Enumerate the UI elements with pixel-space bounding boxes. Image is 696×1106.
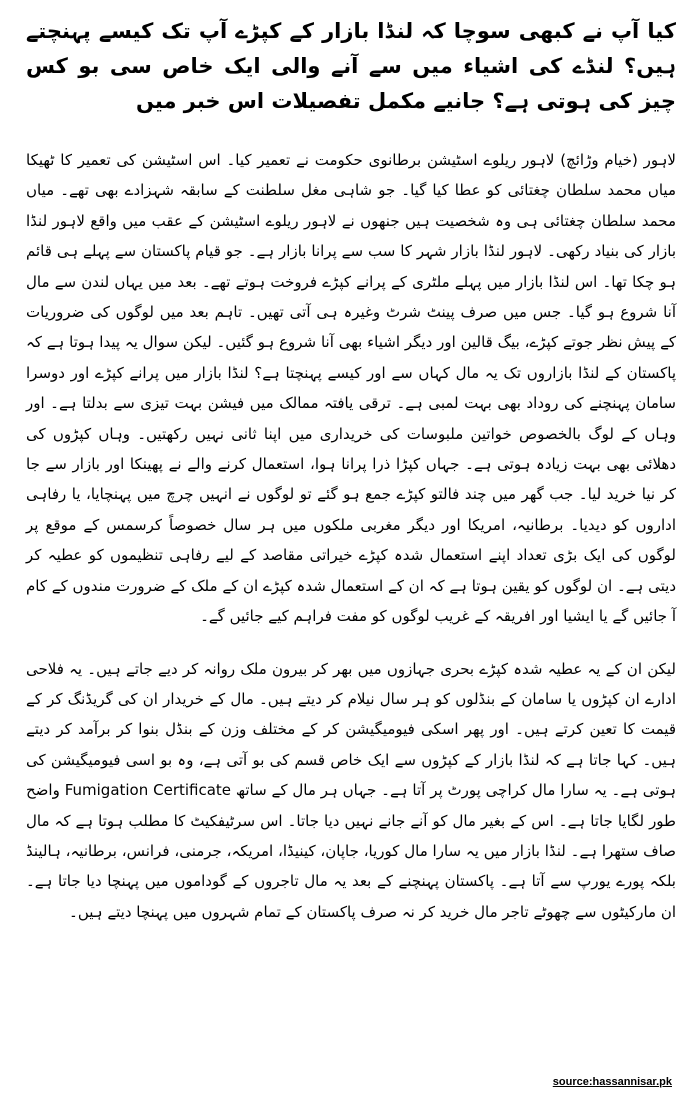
article-paragraph-2: لیکن ان کے یہ عطیہ شدہ کپڑے بحری جہازوں میں بھر کر بیرون ملک روانہ کر دیے جاتے ہیں۔ یہ فلاحی ادارے ان کپڑوں یا سامان کے بنڈلوں کو ہر سال نیلام کر دیتے ہیں۔ مال کے خریدار ان کی گریڈنگ کر کے قیمت کا تعین کرتے ہیں۔ اور پھر اسکی فیومیگیشن کر کے مختلف وزن کے بنڈل بنوا کر برآمد کر دیتے ہیں۔ کہا جاتا ہے کہ لنڈا بازار کے کپڑوں سے ایک خاص قسم کی بو آتی ہے، وہ بو اسی فیومیگیشن کی ہوتی ہے۔ یہ سارا مال کراچی پورٹ پر آتا ہے۔ جہاں ہر مال کے ساتھ Fumigation Certificate واضح طور لگایا جاتا ہے۔ اس کے بغیر مال کو آنے جانے نہیں دیا جاتا۔ اس سرٹیفکیٹ کا مطلب ہوتا ہے کہ مال صاف ستھرا ہے۔ لنڈا بازار میں یہ سارا مال کوریا، جاپان، کینیڈا، امریکہ، جرمنی، فرانس، برطانیہ، ہالینڈ بلکہ پورے یورپ سے آتا ہے۔ پاکستان پہنچنے کے بعد یہ مال تاجروں کے گوداموں میں پہنچا دیا جاتا ہے۔ ان مارکیٹوں سے چھوٹے تاجر مال خرید کر نہ صرف پاکستان کے تمام شہروں میں پہنچا دیتے ہیں۔: [26, 659, 677, 921]
article-headline: کیا آپ نے کبھی سوچا کہ لنڈا بازار کے کپڑے آپ تک کیسے پہنچتے ہیں؟ لنڈے کی اشیاء میں سے آنے والی ایک خاص سی بو کس چیز کی ہوتی ہے؟ جانیے مکمل تفصیلات اس خبر میں: [26, 19, 676, 113]
article: [26, 14, 676, 1094]
article-paragraph-1: لاہور (خیام وڑائچ) لاہور ریلوے اسٹیشن برطانوی حکومت نے تعمیر کیا۔ اس اسٹیشن کی تعمیر کا ٹھیکا میاں محمد سلطان چغتائی کو عطا کیا گیا۔ جو شاہی مغل سلطنت کے سابقہ شہزادے بھی تھے۔ میاں محمد سلطان چغتائی ہی وہ شخصیت ہیں جنھوں نے لاہور ریلوے اسٹیشن کے عقب میں واقع لاہور لنڈا بازار کی بنیاد رکھی۔ لاہور لنڈا بازار شہر کا سب سے پرانا بازار ہے۔ جو قیام پاکستان سے پہلے ہی قائم ہو چکا تھا۔ اس لنڈا بازار میں پہلے ملٹری کے پرانے کپڑے فروخت ہوتے تھے۔ بعد میں یہاں لندن سے مال آنا شروع ہو گیا۔ جس میں صرف پینٹ شرٹ وغیرہ ہی آتی تھیں۔ تاہم بعد میں لوگوں کی ضروریات کے پیش نظر جوتے کپڑے، بیگ قالین اور دیگر اشیاء بھی آنا شروع ہو گئیں۔ لیکن سوال یہ پیدا ہوتا ہے کہ پاکستان کے لنڈا بازاروں تک یہ مال کہاں سے اور کیسے پہنچتا ہے؟ لنڈا بازار میں پرانے کپڑے اور دوسرا سامان پہنچنے کی روداد بھی بہت لمبی ہے۔ ترقی یافتہ ممالک میں فیشن بہت تیزی سے بدلتا ہے۔ اور وہاں کے لوگ بالخصوص خواتین ملبوسات کی خریداری میں اپنا ثانی نہیں رکھتیں۔ وہاں کپڑوں کی دھلائی بھی بہت زیادہ ہوتی ہے۔ جہاں کپڑا ذرا پرانا ہوا، استعمال کرنے والے نے پھینکا اور بازار سے جا کر نیا خرید لیا۔ جب گھر میں چند فالتو کپڑے جمع ہو گئے تو لوگوں نے انہیں چرچ میں پہنچایا، یا رفاہی اداروں کو دیدیا۔ برطانیہ، امریکا اور دیگر مغربی ملکوں میں ہر سال خصوصاً کرسمس کے موقع پر لوگوں کی ایک بڑی تعداد اپنے استعمال شدہ کپڑے خیراتی مقاصد کے لیے رفاہی تنظیموں کو عطیہ کر دیتی ہے۔ ان لوگوں کو یقین ہوتا ہے کہ ان کے استعمال شدہ کپڑے ان کے ملک کے ضرورت مندوں کے کام آ جائیں گے یا ایشیا اور افریقہ کے غریب لوگوں کو مفت فراہم کیے جائیں گے۔: [26, 151, 676, 626]
source-credit: source:hassannisar.pk: [552, 1076, 672, 1088]
